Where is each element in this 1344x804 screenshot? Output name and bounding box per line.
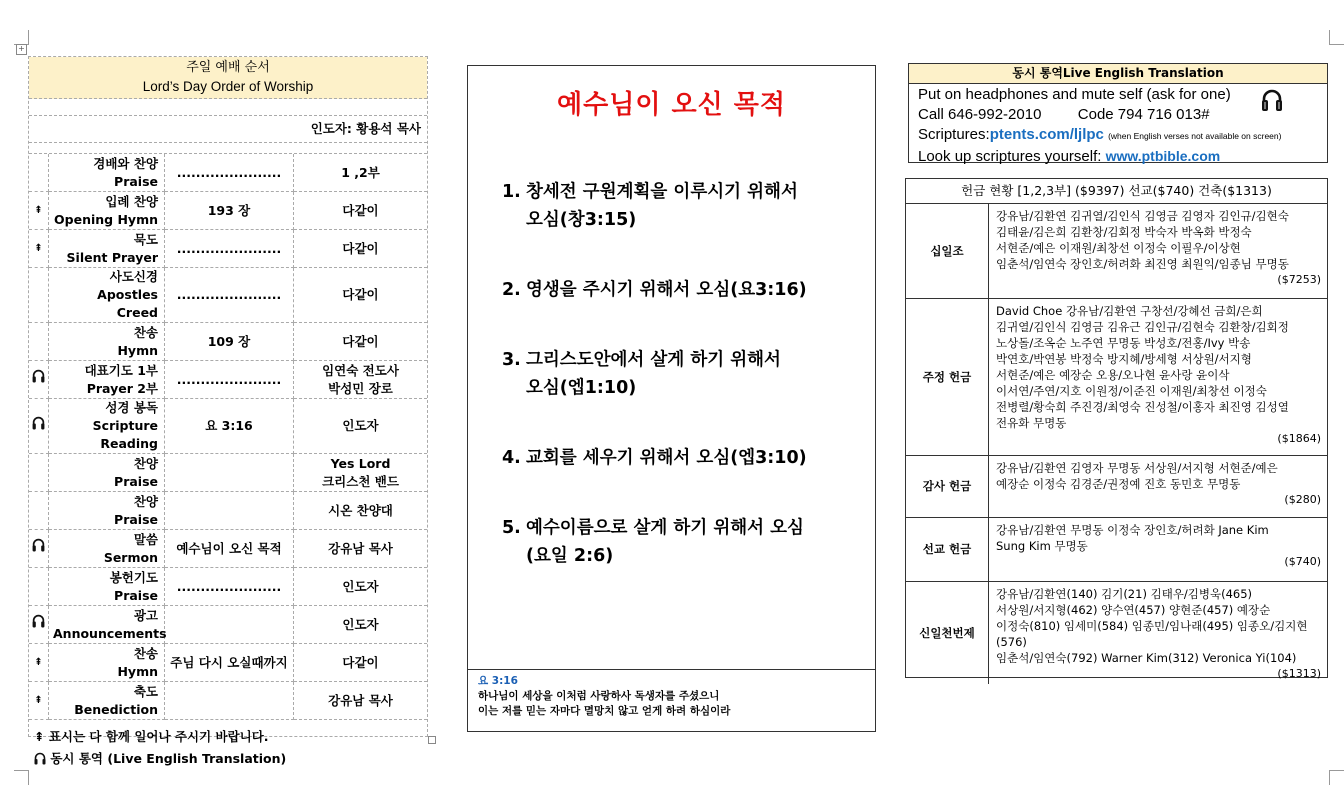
item-name-cell bbox=[49, 154, 165, 192]
row-icon-cell bbox=[29, 361, 49, 399]
offering-panel bbox=[905, 178, 1328, 678]
item-name-en: Praise bbox=[114, 473, 158, 489]
item-name-en: Scripture Reading bbox=[92, 418, 158, 451]
offering-names-line: 강유남/김환연 김영자 무명동 서상원/서지형 서현준/예은 bbox=[996, 460, 1278, 475]
item-detail-cell: 193 장 bbox=[165, 192, 294, 230]
table-row bbox=[29, 568, 427, 606]
point-line: 교회를 세우기 위해서 오심(엡3:10) bbox=[526, 448, 807, 468]
point-line: 영생을 주시기 위해서 오심(요3:16) bbox=[526, 280, 807, 300]
table-row bbox=[906, 581, 1327, 684]
offering-names-line: 임춘석/임연숙 장인호/허려화 최진영 최원익/임종님 무명동 bbox=[996, 257, 1289, 271]
item-leader: 1 ,2부 bbox=[341, 164, 380, 180]
item-name-cell bbox=[49, 606, 165, 644]
item-leader: 다같이 bbox=[342, 287, 379, 302]
translation-box bbox=[908, 63, 1328, 163]
item-leader-cell bbox=[294, 454, 428, 492]
item-name-en: Prayer 2부 bbox=[86, 380, 158, 396]
offering-names-cell bbox=[989, 581, 1328, 684]
item-name-en: Silent Prayer bbox=[66, 249, 158, 265]
table-row bbox=[29, 454, 427, 492]
offering-names-line: 강유남/김환연 김귀열/김인식 김영금 김영자 김인규/김현숙 bbox=[996, 209, 1289, 223]
item-detail-cell: ...................... bbox=[165, 268, 294, 323]
stand-icon: ⇞ bbox=[34, 694, 43, 706]
offering-names-line: 박연호/박연봉 박정숙 방지혜/방세형 서상원/서지형 bbox=[996, 351, 1252, 366]
item-name-ko: 찬양 bbox=[133, 493, 158, 509]
item-detail-cell: ...................... bbox=[165, 154, 294, 192]
offering-names-line: 강유남/김환연(140) 김기(21) 김태우/김병욱(465) bbox=[996, 586, 1253, 601]
row-icon-cell bbox=[29, 644, 49, 682]
table-row bbox=[29, 268, 427, 323]
stand-icon: ⇞ bbox=[34, 242, 43, 254]
sermon-point bbox=[502, 444, 862, 472]
item-leader-cell bbox=[294, 230, 428, 268]
table-resize-handle[interactable] bbox=[428, 736, 436, 744]
translation-header: 동시 통역Live English Translation bbox=[909, 64, 1327, 84]
offering-names-line: 서현준/예은 이재원/최창선 이정숙 이필우/이상현 bbox=[996, 241, 1241, 255]
sermon-point bbox=[502, 346, 862, 402]
table-row bbox=[29, 682, 427, 720]
worship-title-en: Lord’s Day Order of Worship bbox=[142, 79, 314, 94]
item-name-ko: 광고 bbox=[133, 607, 158, 623]
headphones-icon bbox=[32, 416, 45, 430]
table-row bbox=[29, 530, 427, 568]
row-icon-cell bbox=[29, 399, 49, 454]
point-line: 예수이름으로 살게 하기 위해서 오심 bbox=[526, 518, 804, 538]
item-name-cell bbox=[49, 644, 165, 682]
item-name-ko: 봉헌기도 bbox=[109, 569, 158, 585]
table-row bbox=[29, 361, 427, 399]
offering-category: 감사 헌금 bbox=[906, 455, 989, 517]
item-leader-cell bbox=[294, 154, 428, 192]
offering-amount: ($1864) bbox=[1277, 431, 1321, 445]
memory-verse bbox=[468, 669, 875, 731]
item-name-en: Sermon bbox=[103, 549, 158, 565]
item-detail-cell: ...................... bbox=[165, 361, 294, 399]
offering-names-cell bbox=[989, 204, 1328, 298]
item-leader: 박성민 장로 bbox=[328, 380, 393, 396]
stand-icon: ⇞ bbox=[34, 656, 43, 668]
offering-names-line: 이서연/주연/지호 이원정/이준진 이재원/최창선 이정숙 bbox=[996, 383, 1267, 398]
item-leader-cell bbox=[294, 682, 428, 720]
item-name-en: Hymn bbox=[117, 342, 158, 358]
point-number: 4. bbox=[502, 448, 521, 468]
row-icon-cell bbox=[29, 154, 49, 192]
item-leader-cell bbox=[294, 606, 428, 644]
verse-line: 이는 저를 믿는 자마다 멸망치 않고 얻게 하려 하심이라 bbox=[478, 705, 731, 717]
item-name-cell bbox=[49, 192, 165, 230]
item-name-en: Announcements bbox=[53, 625, 167, 641]
scriptures-link[interactable]: ptents.com/ljlpc bbox=[989, 126, 1104, 143]
point-line: (요일 2:6) bbox=[526, 546, 614, 566]
item-name-en: Praise bbox=[114, 173, 158, 189]
item-leader-cell bbox=[294, 492, 428, 530]
item-leader: 다같이 bbox=[342, 333, 379, 349]
table-row bbox=[906, 204, 1327, 298]
offering-table bbox=[906, 204, 1327, 684]
item-name-en: Praise bbox=[114, 587, 158, 603]
offering-names-line: 전병렬/황숙희 주진경/최영숙 진성철/이홍자 최진영 김성열 bbox=[996, 399, 1289, 414]
verse-reference: 요 3:16 bbox=[478, 675, 518, 687]
item-name-cell bbox=[49, 323, 165, 361]
offering-names-line: 전유화 무명동 bbox=[996, 415, 1067, 430]
page-corner-mark bbox=[14, 30, 29, 45]
row-icon-cell bbox=[29, 530, 49, 568]
call-number: Call 646-992-2010 bbox=[918, 106, 1042, 123]
item-leader: 다같이 bbox=[342, 202, 379, 218]
table-row bbox=[906, 298, 1327, 455]
offering-names-line: 임춘석/임연숙(792) Warner Kim(312) Veronica Yi(104) bbox=[996, 650, 1297, 665]
item-name-ko: 입례 찬양 bbox=[105, 193, 158, 209]
item-name-en: Hymn bbox=[117, 663, 158, 679]
item-detail-cell: 요 3:16 bbox=[165, 399, 294, 454]
table-row bbox=[29, 492, 427, 530]
headphones-instruction: Put on headphones and mute self (ask for one) bbox=[918, 86, 1231, 103]
item-detail-cell bbox=[165, 606, 294, 644]
translation-note: 동시 통역 (Live English Translation) bbox=[34, 748, 422, 770]
stand-icon: ⇞ bbox=[34, 729, 45, 744]
offering-amount: ($280) bbox=[1284, 492, 1321, 506]
item-name-cell bbox=[49, 568, 165, 606]
item-detail-cell: ...................... bbox=[165, 230, 294, 268]
item-name-cell bbox=[49, 399, 165, 454]
worship-order-table bbox=[29, 154, 427, 720]
lookup-line: Look up scriptures yourself: www.ptbible.com bbox=[918, 148, 1221, 165]
table-row bbox=[906, 455, 1327, 517]
row-icon-cell bbox=[29, 268, 49, 323]
item-detail-cell bbox=[165, 454, 294, 492]
offering-names-line: David Choe 강유남/김환연 구창선/강혜선 금희/은희 bbox=[996, 303, 1263, 318]
spacer-row bbox=[29, 143, 427, 154]
spacer-row bbox=[29, 99, 427, 116]
item-leader: 인도자 bbox=[342, 578, 379, 594]
item-detail-cell: 예수님이 오신 목적 bbox=[165, 530, 294, 568]
offering-category: 선교 헌금 bbox=[906, 517, 989, 581]
item-name-cell bbox=[49, 230, 165, 268]
item-leader-cell bbox=[294, 568, 428, 606]
headphones-icon bbox=[34, 752, 46, 765]
stand-icon: ⇞ bbox=[34, 204, 43, 216]
offering-names-line: Sung Kim 무명동 bbox=[996, 538, 1088, 553]
headphones-icon bbox=[1261, 88, 1283, 112]
offering-names-cell bbox=[989, 298, 1328, 455]
table-row bbox=[29, 323, 427, 361]
item-name-ko: 묵도 bbox=[133, 231, 158, 247]
sermon-points bbox=[502, 178, 862, 570]
item-name-ko: 성경 봉독 bbox=[105, 400, 158, 415]
offering-names-line: 김태윤/김은희 김환창/김회정 박숙자 박옥화 박정숙 bbox=[996, 225, 1252, 239]
table-row bbox=[906, 517, 1327, 581]
verse-line: 하나님이 세상을 이처럼 사랑하사 독생자를 주셨으니 bbox=[478, 690, 720, 702]
ptbible-link[interactable]: www.ptbible.com bbox=[1105, 148, 1221, 164]
call-code: Code 794 716 013# bbox=[1077, 106, 1210, 123]
item-name-cell bbox=[49, 454, 165, 492]
point-line: 오심(창3:15) bbox=[526, 210, 637, 230]
point-line: 창세전 구원계획을 이루시기 위해서 bbox=[526, 182, 798, 202]
worship-notes bbox=[29, 720, 427, 770]
headphones-icon bbox=[32, 369, 45, 383]
scriptures-line: Scriptures:ptents.com/ljlpc (when English verses not available on screen) bbox=[918, 126, 1282, 143]
headphones-icon bbox=[32, 614, 45, 628]
item-name-ko: 찬양 bbox=[133, 455, 158, 471]
item-name-ko: 말씀 bbox=[133, 531, 158, 547]
item-name-ko: 찬송 bbox=[133, 324, 158, 340]
item-detail-cell bbox=[165, 682, 294, 720]
item-detail-cell bbox=[165, 492, 294, 530]
item-leader-cell bbox=[294, 530, 428, 568]
offering-category: 신일천번제 bbox=[906, 581, 989, 684]
table-row bbox=[29, 192, 427, 230]
worship-title-ko: 주일 예배 순서 bbox=[186, 60, 270, 75]
page-corner-mark bbox=[14, 770, 29, 785]
point-number: 1. bbox=[502, 182, 521, 202]
item-name-ko: 축도 bbox=[133, 683, 158, 699]
scriptures-note: (when English verses not available on screen) bbox=[1108, 131, 1282, 141]
row-icon-cell bbox=[29, 606, 49, 644]
offering-names-line: 예장순 이정숙 김경준/권정예 진호 동민호 무명동 bbox=[996, 476, 1241, 491]
worship-order-header bbox=[29, 57, 427, 99]
item-name-cell bbox=[49, 268, 165, 323]
offering-names-cell bbox=[989, 455, 1328, 517]
row-icon-cell bbox=[29, 230, 49, 268]
table-move-handle[interactable]: + bbox=[16, 44, 27, 55]
offering-names-line: 이정숙(810) 임세미(584) 임종민/임나래(495) 임종오/김지현(576) bbox=[996, 618, 1308, 649]
item-detail-cell: 109 장 bbox=[165, 323, 294, 361]
item-detail-cell: ...................... bbox=[165, 568, 294, 606]
item-name-cell bbox=[49, 530, 165, 568]
item-leader: 임연숙 전도사 bbox=[322, 362, 399, 378]
sermon-point bbox=[502, 178, 862, 234]
item-detail-cell: 주님 다시 오실때까지 bbox=[165, 644, 294, 682]
item-leader: 인도자 bbox=[342, 616, 379, 632]
offering-amount: ($7253) bbox=[1277, 273, 1321, 286]
item-leader: 다같이 bbox=[342, 240, 379, 256]
row-icon-cell bbox=[29, 454, 49, 492]
item-name-en: Benediction bbox=[74, 701, 158, 717]
table-row bbox=[29, 230, 427, 268]
table-row bbox=[29, 154, 427, 192]
item-name-cell bbox=[49, 682, 165, 720]
item-leader-cell bbox=[294, 268, 428, 323]
item-leader-cell bbox=[294, 361, 428, 399]
offering-names-line: 서상원/서지형(462) 양수연(457) 양현준(457) 예장순 bbox=[996, 602, 1271, 617]
row-icon-cell bbox=[29, 682, 49, 720]
item-name-cell bbox=[49, 361, 165, 399]
point-number: 3. bbox=[502, 350, 521, 370]
point-line: 오심(엡1:10) bbox=[526, 378, 637, 398]
item-leader-cell bbox=[294, 644, 428, 682]
offering-names-line: 김귀열/김인식 김영금 김유근 김인규/김현숙 김환창/김회정 bbox=[996, 319, 1289, 334]
row-icon-cell bbox=[29, 568, 49, 606]
point-number: 5. bbox=[502, 518, 521, 538]
worship-leader: 인도자: 황용석 목사 bbox=[29, 116, 427, 143]
row-icon-cell bbox=[29, 492, 49, 530]
table-row bbox=[29, 399, 427, 454]
item-leader: 다같이 bbox=[342, 654, 379, 670]
worship-order-panel bbox=[28, 56, 428, 766]
stand-note: ⇞ 표시는 다 함께 일어나 주시기 바랍니다. bbox=[34, 729, 269, 744]
point-number: 2. bbox=[502, 280, 521, 300]
item-name-ko: 대표기도 1부 bbox=[84, 362, 158, 378]
item-leader: Yes Lord bbox=[330, 455, 391, 471]
offering-names-line: 노상돌/조옥순 노주연 무명동 박성호/전홍/Ivy 박송 bbox=[996, 335, 1251, 350]
item-leader-cell bbox=[294, 399, 428, 454]
item-leader: 강유남 목사 bbox=[328, 692, 393, 708]
sermon-point bbox=[502, 514, 862, 570]
item-leader: 강유남 목사 bbox=[328, 540, 393, 556]
table-row bbox=[29, 644, 427, 682]
item-leader-cell bbox=[294, 323, 428, 361]
item-leader: 크리스천 밴드 bbox=[322, 473, 399, 489]
item-name-ko: 경배와 찬양 bbox=[93, 155, 158, 171]
item-name-en: Apostles Creed bbox=[97, 287, 158, 320]
sermon-title: 예수님이 오신 목적 bbox=[556, 90, 787, 120]
offering-category: 십일조 bbox=[906, 204, 989, 298]
offering-category: 주정 헌금 bbox=[906, 298, 989, 455]
page-corner-mark bbox=[1329, 770, 1344, 785]
item-leader: 인도자 bbox=[342, 418, 379, 433]
item-leader-cell bbox=[294, 192, 428, 230]
item-name-ko: 찬송 bbox=[133, 645, 158, 661]
offering-amount: ($740) bbox=[1284, 554, 1321, 568]
item-name-en: Opening Hymn bbox=[54, 211, 158, 227]
offering-names-cell bbox=[989, 517, 1328, 581]
offering-names-line: 강유남/김환연 무명동 이정숙 장인호/허려화 Jane Kim bbox=[996, 522, 1269, 537]
page-corner-mark bbox=[1329, 30, 1344, 45]
table-row bbox=[29, 606, 427, 644]
row-icon-cell bbox=[29, 192, 49, 230]
row-icon-cell bbox=[29, 323, 49, 361]
offering-header: 헌금 현황 [1,2,3부] ($9397) 선교($740) 건축($1313) bbox=[906, 179, 1327, 204]
offering-amount: ($1313) bbox=[1277, 666, 1321, 680]
point-line: 그리스도안에서 살게 하기 위해서 bbox=[526, 350, 781, 370]
item-leader: 시온 찬양대 bbox=[328, 502, 393, 518]
item-name-en: Praise bbox=[114, 511, 158, 527]
item-name-cell bbox=[49, 492, 165, 530]
sermon-point bbox=[502, 276, 862, 304]
sermon-panel bbox=[467, 65, 876, 732]
offering-names-line: 서현준/예은 예장순 오용/오나현 윤사랑 윤이삭 bbox=[996, 367, 1230, 382]
item-name-ko: 사도신경 bbox=[109, 269, 158, 284]
headphones-icon bbox=[32, 538, 45, 552]
